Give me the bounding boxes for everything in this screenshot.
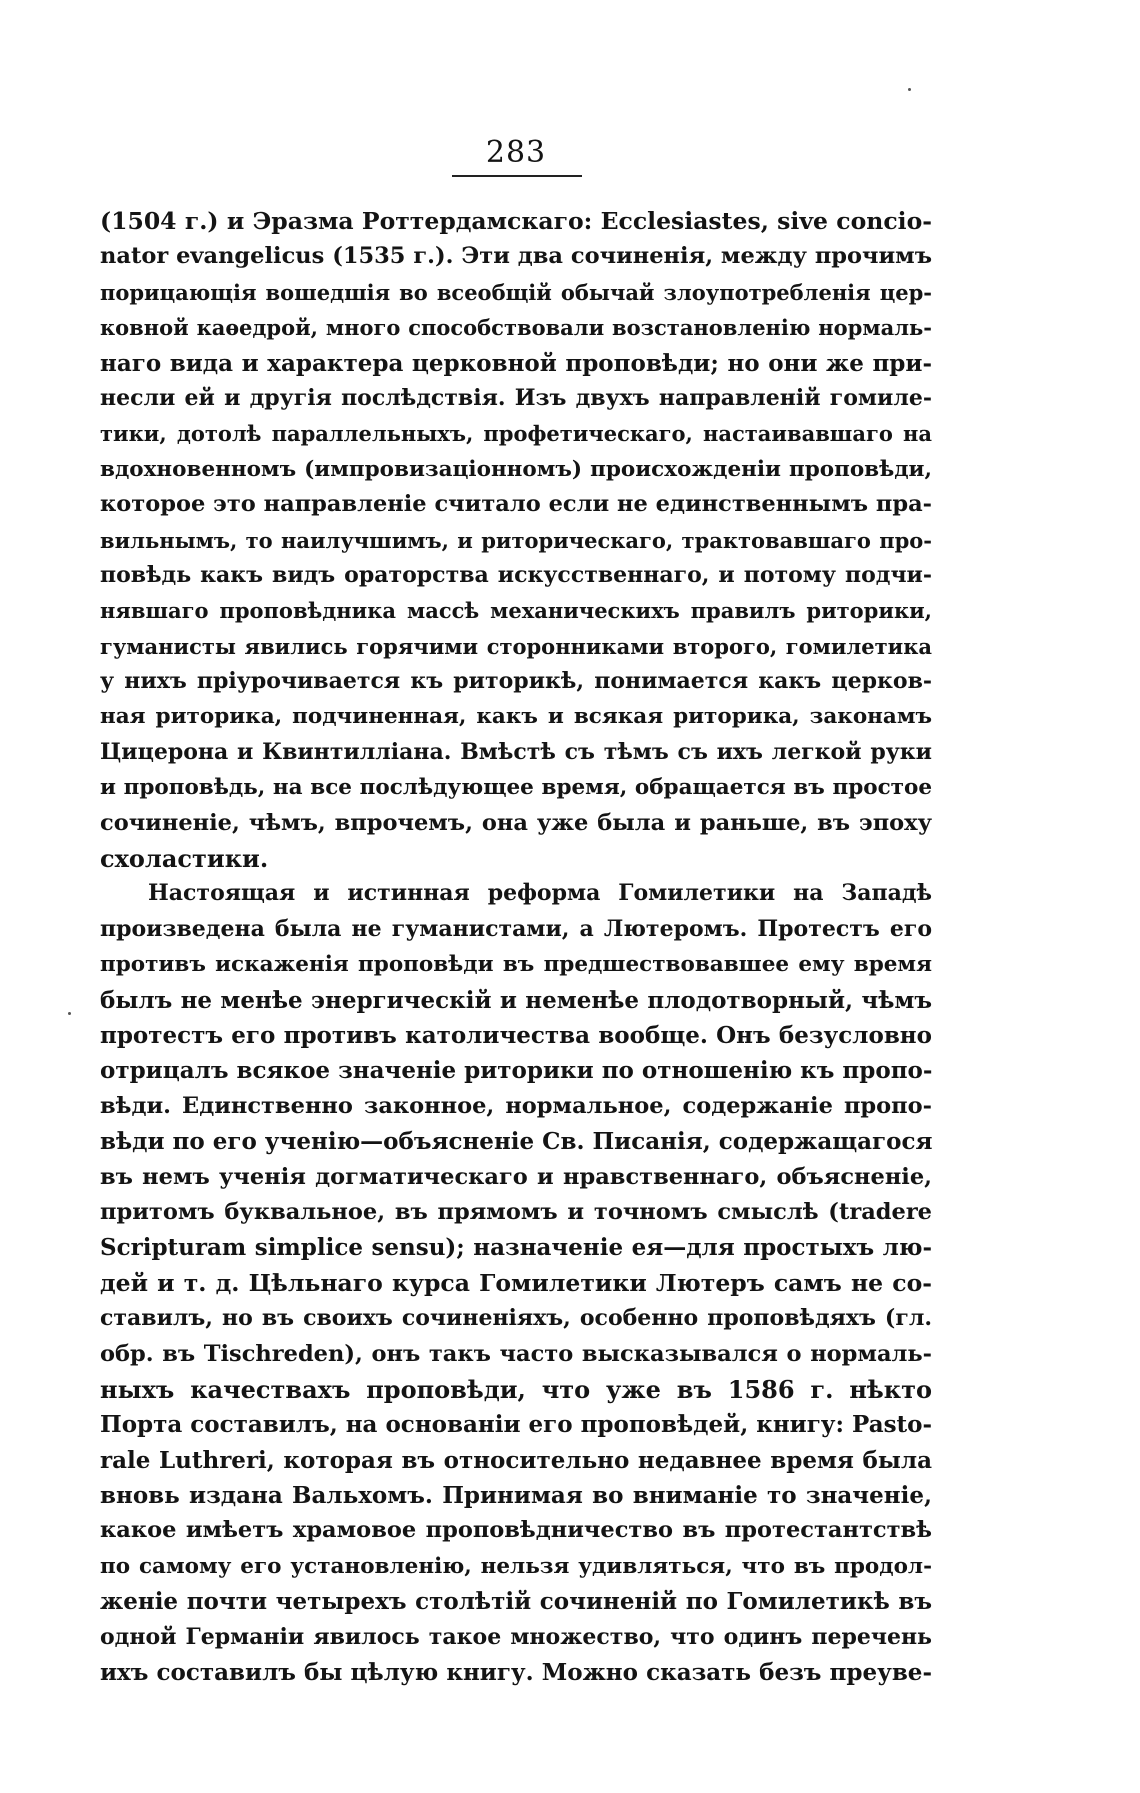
text-line: ныхъ качествахъ проповѣди, что уже въ 1586 г. нѣкто <box>100 1374 932 1404</box>
text-line: вдохновенномъ (импровизаціонномъ) происхожденіи проповѣди, <box>100 456 932 482</box>
text-line: у нихъ пріурочивается къ риторикѣ, понимается какъ церков- <box>100 668 932 695</box>
text-line: какое имѣетъ храмовое проповѣдничество въ протестантствѣ <box>100 1517 932 1544</box>
text-line: произведена была не гуманистами, а Лютеромъ. Протестъ его <box>100 915 932 942</box>
text-line: Scripturam simplice sensu); назначеніе ея—для простыхъ лю- <box>100 1234 932 1262</box>
text-line: ковной каѳедрой, много способствовали возстановленію нормаль- <box>100 315 932 341</box>
body-text <box>100 204 932 1690</box>
text-line: женіе почти четырехъ столѣтій сочиненій по Гомилетикѣ въ <box>100 1588 932 1616</box>
text-line: (1504 г.) и Эразма Роттердамскаго: Ecclesiastes, sive concio- <box>100 207 932 235</box>
text-line: ная риторика, подчиненная, какъ и всякая риторика, законамъ <box>100 704 932 730</box>
paragraph-1 <box>100 204 932 876</box>
text-line: порицающія вошедшія во всеобщій обычай злоупотребленія цер- <box>100 279 932 305</box>
page-number-rule <box>452 175 582 177</box>
text-line: вѣди. Единственно законное, нормальное, содержаніе пропо- <box>100 1092 932 1119</box>
text-line: вѣди по его ученію—объясненіе Св. Писанія, содержащагося <box>100 1128 933 1156</box>
text-line: протестъ его противъ католичества вообще. Онъ безусловно <box>100 1021 932 1049</box>
text-line: повѣдь какъ видъ ораторства искусственнаго, и потому подчи- <box>100 561 932 588</box>
text-line: дей и т. д. Цѣльнаго курса Гомилетики Лютеръ самъ не со- <box>100 1268 932 1297</box>
text-line: Настоящая и истинная реформа Гомилетики на Западѣ <box>148 880 932 907</box>
text-line: ставилъ, но въ своихъ сочиненіяхъ, особенно проповѣдяхъ (гл. <box>100 1305 932 1332</box>
text-line: вильнымъ, то наилучшимъ, и риторическаго, трактовавшаго про- <box>100 527 932 553</box>
text-line: отрицалъ всякое значеніе риторики по отношенію къ пропо- <box>100 1057 933 1085</box>
text-line: которое это направленіе считало если не единственнымъ пра- <box>100 491 932 518</box>
text-line: Порта составилъ, на основаніи его проповѣдей, книгу: Pasto- <box>100 1411 933 1439</box>
text-line: rale Luthreri, которая въ относительно недавнее время была <box>100 1446 932 1474</box>
text-line: схоластики. <box>100 844 269 874</box>
text-line: ихъ составилъ бы цѣлую книгу. Можно сказать безъ преуве- <box>100 1659 932 1687</box>
text-line: тики, дотолѣ параллельныхъ, профетическаго, настаивавшаго на <box>100 421 932 447</box>
text-line: несли ей и другія послѣдствія. Изъ двухъ направленій гомиле- <box>100 384 932 411</box>
text-line: нявшаго проповѣдника массѣ механическихъ правилъ риторики, <box>100 598 932 624</box>
paragraph-2 <box>100 876 932 1690</box>
text-line: былъ не менѣе энергическій и неменѣе плодотворный, чѣмъ <box>100 986 932 1014</box>
text-line: обр. въ Tischreden), онъ такъ часто высказывался о нормаль- <box>100 1340 932 1367</box>
scan-speck <box>68 1012 71 1015</box>
text-line: противъ искаженія проповѣди въ предшествовавшее ему время <box>100 952 932 978</box>
text-line: по самому его установленію, нельзя удивляться, что въ продол- <box>100 1553 932 1579</box>
text-line: одной Германіи явилось такое множество, что одинъ перечень <box>100 1623 932 1650</box>
page-number: 283 <box>485 135 547 170</box>
text-line: въ немъ ученія догматическаго и нравственнаго, объясненіе, <box>100 1163 932 1190</box>
text-line: сочиненіе, чѣмъ, впрочемъ, она уже была и раньше, въ эпоху <box>100 809 932 836</box>
text-line: гуманисты явились горячими сторонниками второго, гомилетика <box>100 633 932 659</box>
text-line: притомъ буквальное, въ прямомъ и точномъ смыслѣ (tradere <box>100 1198 932 1225</box>
text-line: и проповѣдь, на все послѣдующее время, обращается въ простое <box>100 775 932 801</box>
text-line: natоr evangelicus (1535 г.). Эти два сочиненія, между прочимъ <box>100 243 932 270</box>
scan-speck <box>908 88 911 91</box>
text-line: наго вида и характера церковной проповѣди; но они же при- <box>100 349 932 377</box>
text-line: Цицерона и Квинтилліана. Вмѣстѣ съ тѣмъ съ ихъ легкой руки <box>100 738 932 765</box>
text-line: вновь издана Вальхомъ. Принимая во вниманіе то значеніе, <box>100 1482 932 1510</box>
